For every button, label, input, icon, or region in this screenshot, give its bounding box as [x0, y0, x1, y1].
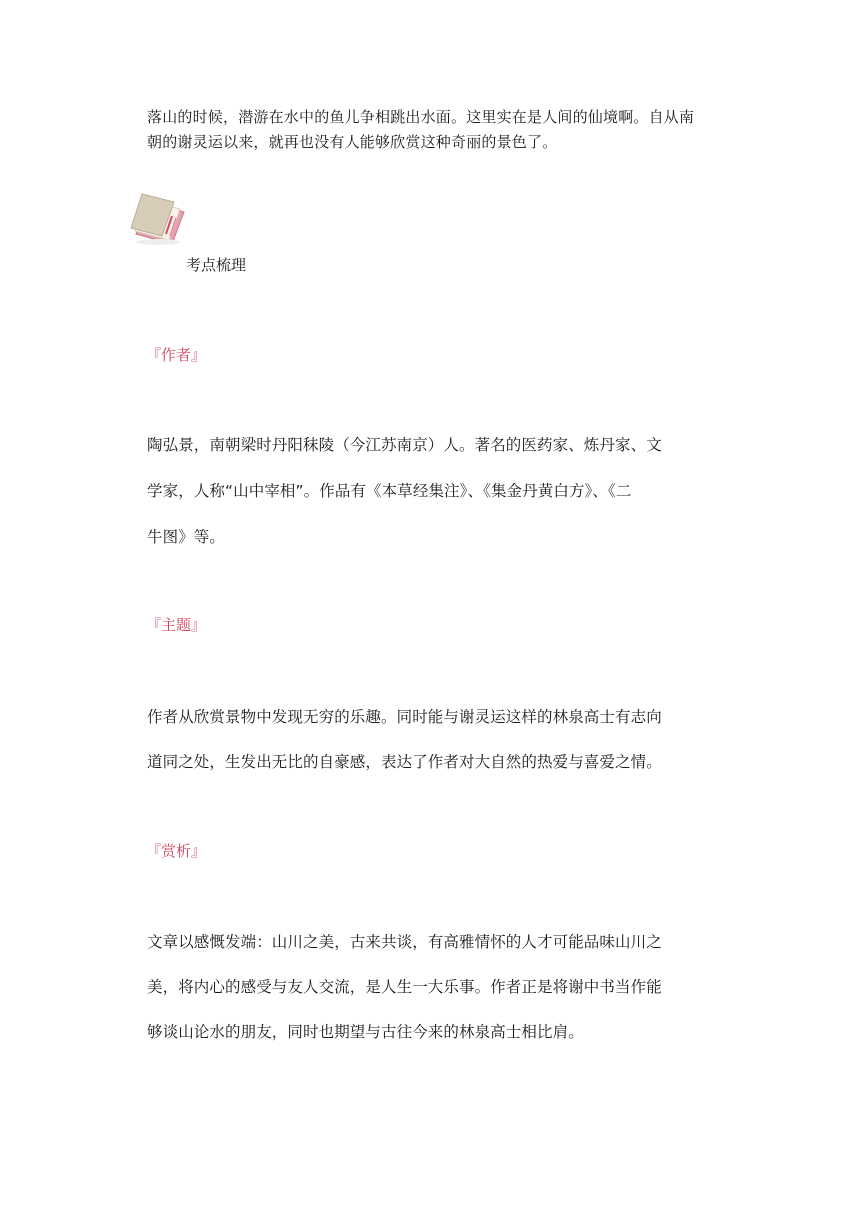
section-banner-label: 考点梳理: [186, 256, 247, 274]
body-line: 道同之处，生发出无比的自豪感，表达了作者对大自然的热爱与喜爱之情。: [147, 753, 662, 771]
section-heading-theme: 『主题』: [146, 616, 207, 634]
section-heading-analysis: 『赏析』: [146, 842, 207, 860]
intro-line: 落山的时候，潜游在水中的鱼儿争相跳出水面。这里实在是人间的仙境啊。自从南: [147, 108, 695, 126]
body-line: 学家，人称“山中宰相”。作品有《本草经集注》、《集金丹黄白方》、《二: [147, 482, 632, 500]
section-heading-author: 『作者』: [146, 346, 207, 364]
open-book-icon: [128, 192, 188, 248]
body-line: 牛图》等。: [147, 528, 226, 546]
body-line: 陶弘景，南朝梁时丹阳秣陵（今江苏南京）人。著名的医药家、炼丹家、文: [147, 436, 662, 454]
body-line: 作者从欣赏景物中发现无穷的乐趣。同时能与谢灵运这样的林泉高士有志向: [147, 708, 662, 726]
body-line: 文章以感慨发端：山川之美，古来共谈，有高雅情怀的人才可能品味山川之: [147, 933, 662, 951]
body-line: 够谈山论水的朋友，同时也期望与古往今来的林泉高士相比肩。: [147, 1023, 584, 1041]
intro-line: 朝的谢灵运以来，就再也没有人能够欣赏这种奇丽的景色了。: [147, 133, 558, 151]
body-line: 美，将内心的感受与友人交流，是人生一大乐事。作者正是将谢中书当作能: [147, 978, 662, 996]
